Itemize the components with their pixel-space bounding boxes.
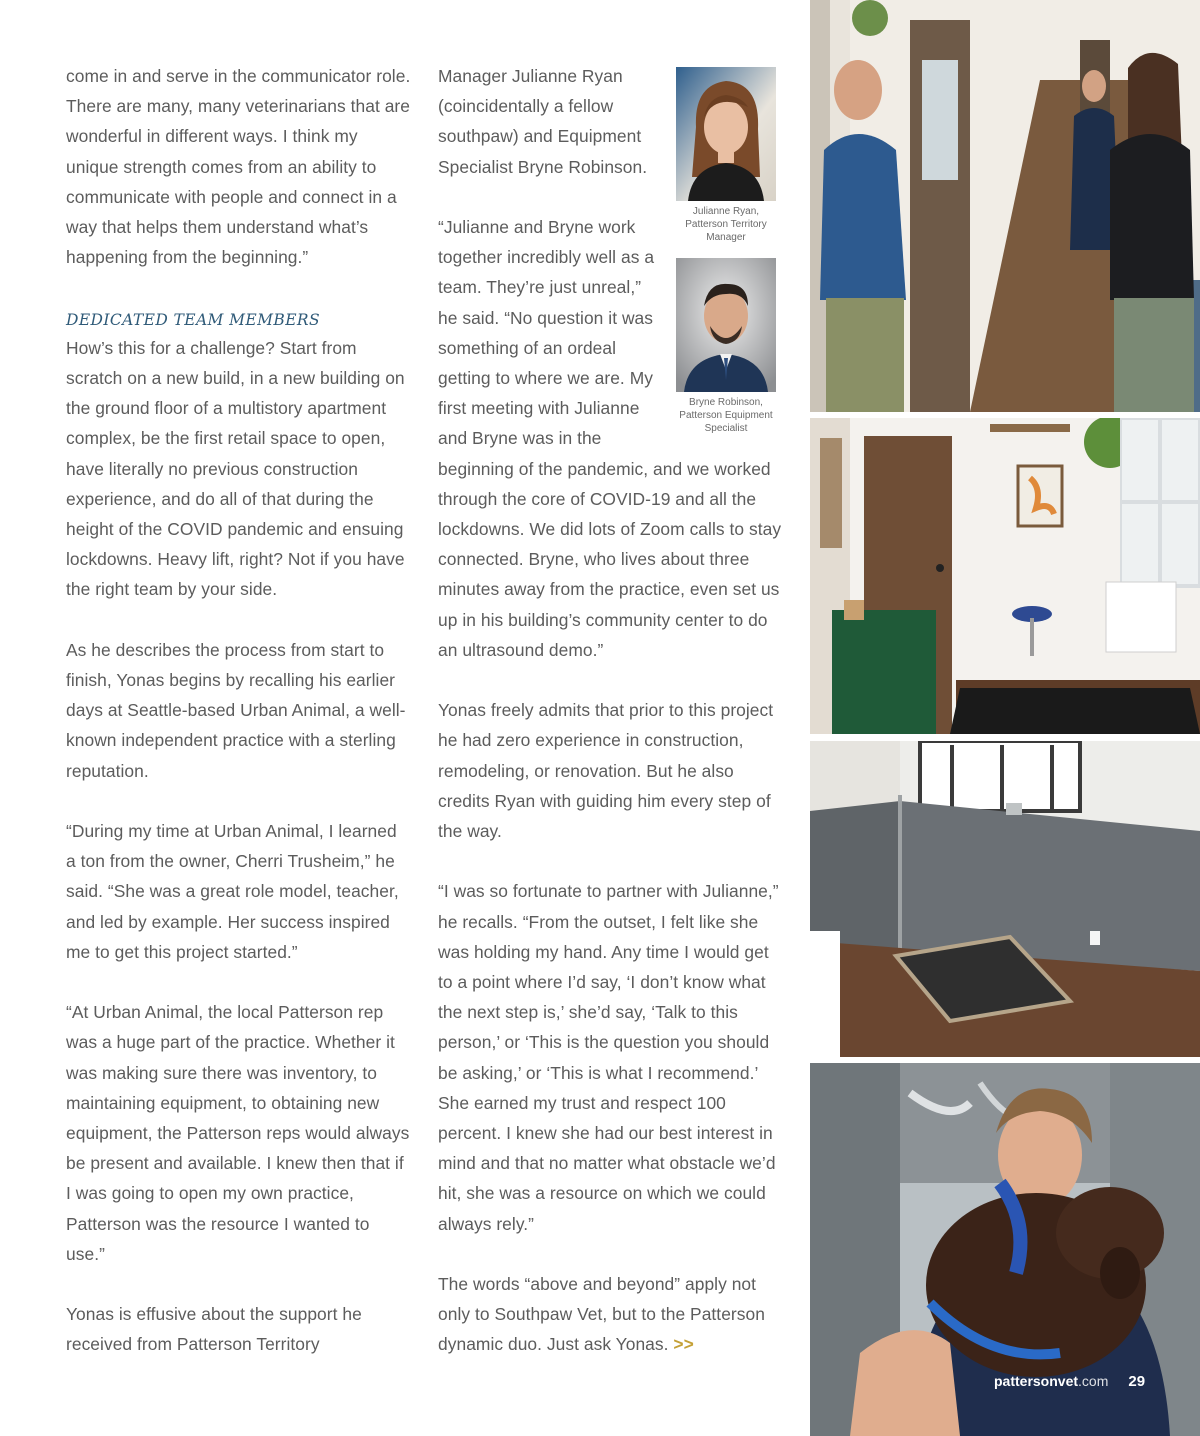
body-paragraph: How’s this for a challenge? Start from scratch on a new build, in a new building on the ground floor of a multistory apartment complex, be the first retail space to open, have literally no previous construction experience, and do all of that during the height of the COVID pandemic and ensuing lockdowns. Heavy lift, right? Not if you have the right team by your side. [66, 337, 405, 600]
page-footer [994, 1371, 1145, 1391]
body-paragraph: Yonas is effusive about the support he received from Patterson Territory [66, 1304, 362, 1355]
body-paragraph [438, 1269, 783, 1360]
photo-scale-room [810, 741, 1200, 1057]
caption-julianne: Julianne Ryan, Patterson Territory Manager [685, 206, 767, 243]
section-subhead: DEDICATED TEAM MEMBERS [66, 310, 320, 329]
body-paragraph: beginning of the pandemic, and we worked through the core of COVID-19 and all the lockdowns. We did lots of Zoom calls to stay connected. Bryne, who lives about three minutes away from the practice, even set us up in his building’s community center to do an ultrasound demo.” [438, 458, 782, 660]
continue-marker: >> [673, 1334, 694, 1355]
caption-bryne: Bryne Robinson, Patterson Equipment Specialist [679, 397, 773, 434]
photo-hallway-conversation [810, 0, 1200, 412]
body-paragraph: “During my time at Urban Animal, I learned a ton from the owner, Cherri Trusheim,” he said. “She was a great role model, teacher, and led by example. Her success inspired me to get this project started.” [66, 821, 399, 962]
page-number: 29 [1128, 1373, 1146, 1390]
body-paragraph: As he describes the process from start to finish, Yonas begins by recalling his earlier days at Seattle-based Urban Animal, a well-known independent practice with a sterling reputation. [66, 639, 406, 781]
body-paragraph: Manager Julianne Ryan (coincidentally a fellow southpaw) and Equipment Specialist Bryne Robinson. [438, 66, 648, 177]
footer-website[interactable]: pattersonvet.com [994, 1373, 1109, 1389]
body-paragraph: “I was so fortunate to partner with Julianne,” he recalls. “From the outset, I felt like she was holding my hand. Any time I would get to a point where I’d say, ‘I don’t know what the next step is,’ she’d say, ‘Talk to this person,’ or ‘This is the question you should be asking,’ or ‘This is what I recommend.’ She earned my trust and respect 100 percent. I knew she had our best interest in mind and that no matter what obstacle we’d hit, she was a resource on which we could always rely.” [438, 881, 779, 1234]
portrait-bryne-robinson [676, 258, 776, 392]
portrait-julianne-ryan [676, 67, 776, 201]
right-column [438, 61, 783, 1360]
left-column [66, 61, 411, 1360]
body-paragraph: come in and serve in the communicator role. There are many, many veterinarians that are wonderful in different ways. I think my unique strength comes from an ability to communicate with people and connect in a way that helps them understand what’s happening from the beginning.” [66, 66, 411, 268]
body-paragraph: “At Urban Animal, the local Patterson rep was a huge part of the practice. Whether it was making sure there was inventory, to maintaining equipment, to obtaining new equipment, the Patterson reps would always be present and available. I knew then that if I was going to open my own practice, Patterson was the resource I wanted to use.” [66, 1002, 410, 1264]
closing-text: The words “above and beyond” apply not only to Southpaw Vet, but to the Patterson dynamic duo. Just ask Yonas. [438, 1274, 765, 1355]
photo-strip [810, 0, 1200, 1436]
bryne-portrait-image [676, 258, 776, 392]
body-paragraph: Yonas freely admits that prior to this project he had zero experience in construction, remodeling, or renovation. But he also credits Ryan with guiding him every step of the way. [438, 700, 774, 842]
photo-exam-room [810, 418, 1200, 734]
julianne-portrait-image [676, 67, 776, 201]
body-paragraph: “Julianne and Bryne work together incredibly well as a team. They’re just unreal,” he said. “No question it was something of an ordeal getting to where we are. My first meeting with Julianne and Bryne was in the [438, 217, 655, 449]
